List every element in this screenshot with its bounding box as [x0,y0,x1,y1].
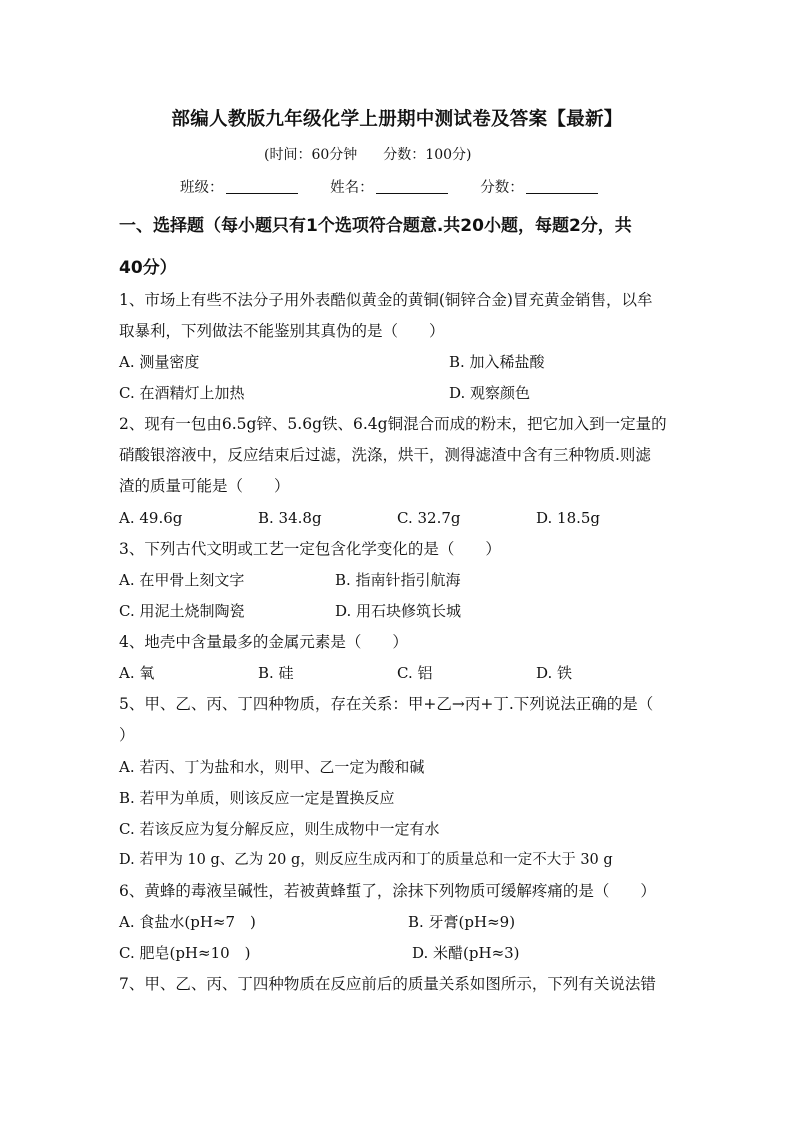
exam-info [264,144,471,164]
q6-option-d[interactable]: D. 米醋(pH≈3) [412,944,520,962]
q3-option-c[interactable]: C. 用泥土烧制陶瓷 [119,602,245,620]
question-5-text-cont: ） [119,726,135,744]
q3-option-d[interactable]: D. 用石块修筑长城 [335,602,462,620]
q5-option-c[interactable]: C. 若该反应为复分解反应，则生成物中一定有水 [119,820,440,838]
section-heading-cont: 40分） [119,258,177,278]
score-field[interactable]: 分数： [480,176,598,197]
student-info-fields [180,176,626,197]
question-6-text: 6、黄蜂的毒液呈碱性，若被黄蜂蜇了，涂抹下列物质可缓解疼痛的是（ ） [119,882,656,900]
question-3-text: 3、下列古代文明或工艺一定包含化学变化的是（ ） [119,540,501,558]
q2-option-a[interactable]: A. 49.6g [119,509,183,527]
question-4-text: 4、地壳中含量最多的金属元素是（ ） [119,633,408,651]
q1-option-a[interactable]: A. 测量密度 [119,353,200,371]
q4-option-b[interactable]: B. 硅 [258,664,294,682]
q1-option-d[interactable]: D. 观察颜色 [449,384,531,402]
page-title: 部编人教版九年级化学上册期中测试卷及答案【最新】 [171,109,623,130]
exam-time: (时间：60分钟 [264,147,358,163]
question-5-text: 5、甲、乙、丙、丁四种物质，存在关系：甲+乙→丙+丁.下列说法正确的是（ [119,695,654,713]
q2-option-b[interactable]: B. 34.8g [258,509,322,527]
score-blank[interactable] [526,179,598,194]
q6-option-b[interactable]: B. 牙膏(pH≈9) [408,913,516,931]
q5-option-b[interactable]: B. 若甲为单质，则该反应一定是置换反应 [119,789,395,807]
name-field[interactable]: 姓名： [330,176,448,197]
question-7-text: 7、甲、乙、丙、丁四种物质在反应前后的质量关系如图所示，下列有关说法错 [119,975,656,993]
name-blank[interactable] [376,179,448,194]
q5-option-a[interactable]: A. 若丙、丁为盐和水，则甲、乙一定为酸和碱 [119,758,425,776]
q6-option-a[interactable]: A. 食盐水(pH≈7 ) [119,913,256,931]
q6-option-c[interactable]: C. 肥皂(pH≈10 ) [119,944,251,962]
q3-option-a[interactable]: A. 在甲骨上刻文字 [119,571,245,589]
q4-option-c[interactable]: C. 铝 [397,664,433,682]
q3-option-b[interactable]: B. 指南针指引航海 [335,571,461,589]
question-2-text: 2、现有一包由6.5g锌、5.6g铁、6.4g铜混合而成的粉末，把它加入到一定量的 [119,415,667,433]
class-blank[interactable] [226,179,298,194]
q4-option-d[interactable]: D. 铁 [536,664,573,682]
q2-option-d[interactable]: D. 18.5g [536,509,601,527]
q1-option-b[interactable]: B. 加入稀盐酸 [449,353,545,371]
question-1-text-cont: 取暴利，下列做法不能鉴别其真伪的是（ ） [119,322,445,340]
question-2-text-cont: 硝酸银溶液中，反应结束后过滤，洗涤，烘干，测得滤渣中含有三种物质.则滤 [119,446,651,464]
q5-option-d[interactable]: D. 若甲为 10 g、乙为 20 g，则反应生成丙和丁的质量总和一定不大于 30 g [119,852,613,868]
exam-total-score: 分数：100分) [383,147,472,163]
q1-option-c[interactable]: C. 在酒精灯上加热 [119,384,245,402]
question-2-text-cont2: 渣的质量可能是（ ） [119,477,290,495]
q2-option-c[interactable]: C. 32.7g [397,509,461,527]
question-1-text: 1、市场上有些不法分子用外表酷似黄金的黄铜(铜锌合金)冒充黄金销售，以牟 [119,291,653,309]
q4-option-a[interactable]: A. 氧 [119,664,155,682]
class-field[interactable]: 班级： [180,176,298,197]
section-heading: 一、选择题（每小题只有1个选项符合题意.共20小题，每题2分，共 [119,216,632,236]
